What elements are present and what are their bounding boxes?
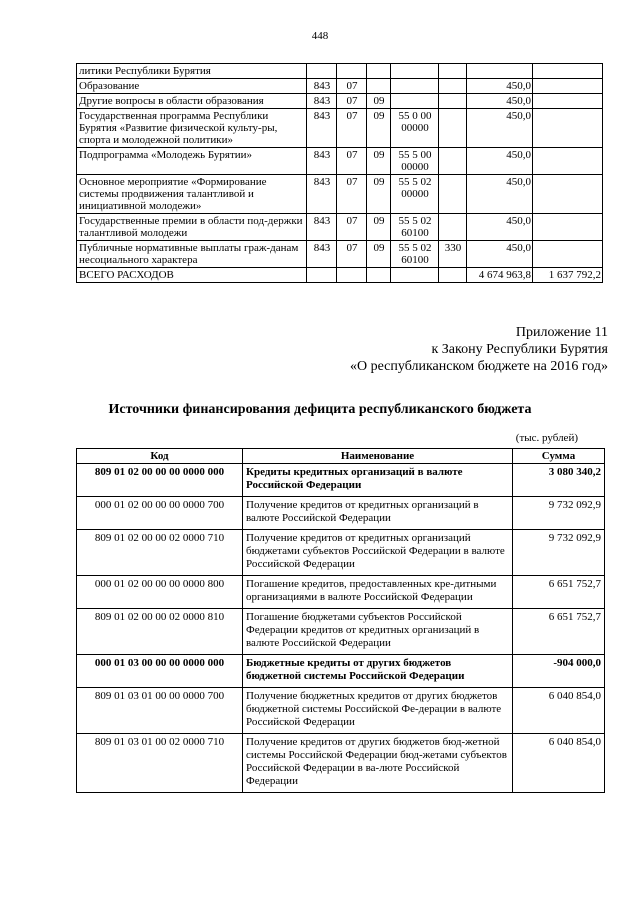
cell-pr: 09 xyxy=(367,175,391,214)
cell-name: Получение кредитов от кредитных организаций бюджетами субъектов Российской Федерации в валюте Российской Федерации xyxy=(243,530,513,576)
cell-vr xyxy=(439,64,467,79)
cell-rz: 07 xyxy=(337,214,367,241)
cell-csr: 55 5 02 60100 xyxy=(391,241,439,268)
cell-name: Получение бюджетных кредитов от других бюджетов бюджетной системы Российской Фе-дерации в валюте Российской Федерации xyxy=(243,688,513,734)
units-label: (тыс. рублей) xyxy=(515,432,578,444)
cell-pr: 09 xyxy=(367,94,391,109)
cell-vr xyxy=(439,148,467,175)
cell-code: 000 01 03 00 00 00 0000 000 xyxy=(77,655,243,688)
table-row xyxy=(77,268,603,283)
table-row xyxy=(77,64,603,79)
cell-name: Бюджетные кредиты от других бюджетов бюджетной системы Российской Федерации xyxy=(243,655,513,688)
cell-pr xyxy=(367,268,391,283)
appendix-number: Приложение 11 xyxy=(515,325,608,340)
cell-sum1 xyxy=(467,64,533,79)
header-code: Код xyxy=(77,449,243,464)
table-row xyxy=(77,464,605,497)
cell-code: 809 01 02 00 00 00 0000 000 xyxy=(77,464,243,497)
cell-ved: 843 xyxy=(307,175,337,214)
cell-vr xyxy=(439,109,467,148)
appendix-law-title: «О республиканском бюджете на 2016 год» xyxy=(350,359,608,374)
table-row xyxy=(77,530,605,576)
cell-csr: 55 5 02 00000 xyxy=(391,175,439,214)
cell-name: литики Республики Бурятия xyxy=(77,64,307,79)
cell-name: Получение кредитов от кредитных организаций в валюте Российской Федерации xyxy=(243,497,513,530)
cell-sum2 xyxy=(533,94,603,109)
table-row xyxy=(77,734,605,793)
cell-sum2: 1 637 792,2 xyxy=(533,268,603,283)
cell-name: Образование xyxy=(77,79,307,94)
cell-vr xyxy=(439,79,467,94)
cell-vr xyxy=(439,214,467,241)
cell-sum1: 450,0 xyxy=(467,79,533,94)
table-row xyxy=(77,79,603,94)
cell-code: 809 01 02 00 00 02 0000 810 xyxy=(77,609,243,655)
cell-sum2 xyxy=(533,241,603,268)
cell-sum1: 450,0 xyxy=(467,241,533,268)
cell-ved xyxy=(307,64,337,79)
cell-name: ВСЕГО РАСХОДОВ xyxy=(77,268,307,283)
cell-sum: 9 732 092,9 xyxy=(513,530,605,576)
table-row xyxy=(77,175,603,214)
cell-csr xyxy=(391,268,439,283)
cell-code: 809 01 03 01 00 02 0000 710 xyxy=(77,734,243,793)
header-name: Наименование xyxy=(243,449,513,464)
cell-vr: 330 xyxy=(439,241,467,268)
table-row xyxy=(77,94,603,109)
cell-name: Основное мероприятие «Формирование системы продвижения талантливой и инициативной молодежи» xyxy=(77,175,307,214)
cell-sum2 xyxy=(533,79,603,94)
cell-rz xyxy=(337,64,367,79)
cell-name: Государственные премии в области под-держки талантливой молодежи xyxy=(77,214,307,241)
table-row xyxy=(77,109,603,148)
table-row xyxy=(77,576,605,609)
cell-csr: 55 5 02 60100 xyxy=(391,214,439,241)
cell-ved: 843 xyxy=(307,94,337,109)
cell-csr: 55 5 00 00000 xyxy=(391,148,439,175)
appendix-law: к Закону Республики Бурятия xyxy=(431,342,608,357)
cell-pr xyxy=(367,64,391,79)
cell-csr xyxy=(391,79,439,94)
cell-rz: 07 xyxy=(337,241,367,268)
cell-sum: 6 040 854,0 xyxy=(513,734,605,793)
table-row xyxy=(77,609,605,655)
cell-vr xyxy=(439,94,467,109)
cell-ved xyxy=(307,268,337,283)
table-header-row xyxy=(77,449,605,464)
table-row xyxy=(77,214,603,241)
cell-csr xyxy=(391,94,439,109)
cell-name: Подпрограмма «Молодежь Бурятии» xyxy=(77,148,307,175)
table-row xyxy=(77,241,603,268)
cell-rz: 07 xyxy=(337,175,367,214)
cell-sum: 9 732 092,9 xyxy=(513,497,605,530)
cell-sum1: 450,0 xyxy=(467,175,533,214)
cell-name: Публичные нормативные выплаты граж-данам несоциального характера xyxy=(77,241,307,268)
cell-ved: 843 xyxy=(307,241,337,268)
page-number: 448 xyxy=(311,30,329,42)
header-sum: Сумма xyxy=(513,449,605,464)
cell-name: Погашение бюджетами субъектов Российской Федерации кредитов от кредитных организаций в валюте Российской Федерации xyxy=(243,609,513,655)
cell-rz: 07 xyxy=(337,79,367,94)
cell-name: Получение кредитов от других бюджетов бюд-жетной системы Российской Федерации бюд-жетами субъектов Российской Федерации в ва-люте Российской Федерации xyxy=(243,734,513,793)
cell-sum2 xyxy=(533,175,603,214)
cell-sum: 6 040 854,0 xyxy=(513,688,605,734)
cell-vr xyxy=(439,175,467,214)
appendix-header xyxy=(350,324,608,375)
cell-code: 809 01 02 00 00 02 0000 710 xyxy=(77,530,243,576)
cell-vr xyxy=(439,268,467,283)
cell-rz xyxy=(337,268,367,283)
cell-code: 809 01 03 01 00 00 0000 700 xyxy=(77,688,243,734)
page-title: Источники финансирования дефицита республиканского бюджета xyxy=(108,402,532,417)
cell-sum2 xyxy=(533,214,603,241)
cell-sum2 xyxy=(533,109,603,148)
cell-csr: 55 0 00 00000 xyxy=(391,109,439,148)
cell-sum1: 450,0 xyxy=(467,109,533,148)
cell-ved: 843 xyxy=(307,214,337,241)
table-row xyxy=(77,688,605,734)
cell-pr: 09 xyxy=(367,241,391,268)
cell-code: 000 01 02 00 00 00 0000 700 xyxy=(77,497,243,530)
cell-sum2 xyxy=(533,148,603,175)
cell-sum: 3 080 340,2 xyxy=(513,464,605,497)
table-row xyxy=(77,497,605,530)
cell-name: Другие вопросы в области образования xyxy=(77,94,307,109)
cell-sum1: 4 674 963,8 xyxy=(467,268,533,283)
cell-pr: 09 xyxy=(367,148,391,175)
cell-rz: 07 xyxy=(337,109,367,148)
cell-pr xyxy=(367,79,391,94)
cell-sum: -904 000,0 xyxy=(513,655,605,688)
cell-name: Кредиты кредитных организаций в валюте Российской Федерации xyxy=(243,464,513,497)
cell-sum: 6 651 752,7 xyxy=(513,609,605,655)
cell-sum: 6 651 752,7 xyxy=(513,576,605,609)
sources-table xyxy=(76,448,605,793)
cell-rz: 07 xyxy=(337,148,367,175)
cell-ved: 843 xyxy=(307,109,337,148)
cell-sum1: 450,0 xyxy=(467,148,533,175)
table-row xyxy=(77,148,603,175)
cell-code: 000 01 02 00 00 00 0000 800 xyxy=(77,576,243,609)
cell-name: Погашение кредитов, предоставленных кре-дитными организациями в валюте Российской Федерации xyxy=(243,576,513,609)
cell-ved: 843 xyxy=(307,148,337,175)
cell-sum1: 450,0 xyxy=(467,94,533,109)
cell-pr: 09 xyxy=(367,214,391,241)
table-row xyxy=(77,655,605,688)
cell-name: Государственная программа Республики Бурятия «Развитие физической культу-ры, спорта и молодежной политики» xyxy=(77,109,307,148)
expenses-table xyxy=(76,63,603,283)
cell-ved: 843 xyxy=(307,79,337,94)
cell-pr: 09 xyxy=(367,109,391,148)
cell-sum2 xyxy=(533,64,603,79)
cell-csr xyxy=(391,64,439,79)
cell-rz: 07 xyxy=(337,94,367,109)
cell-sum1: 450,0 xyxy=(467,214,533,241)
